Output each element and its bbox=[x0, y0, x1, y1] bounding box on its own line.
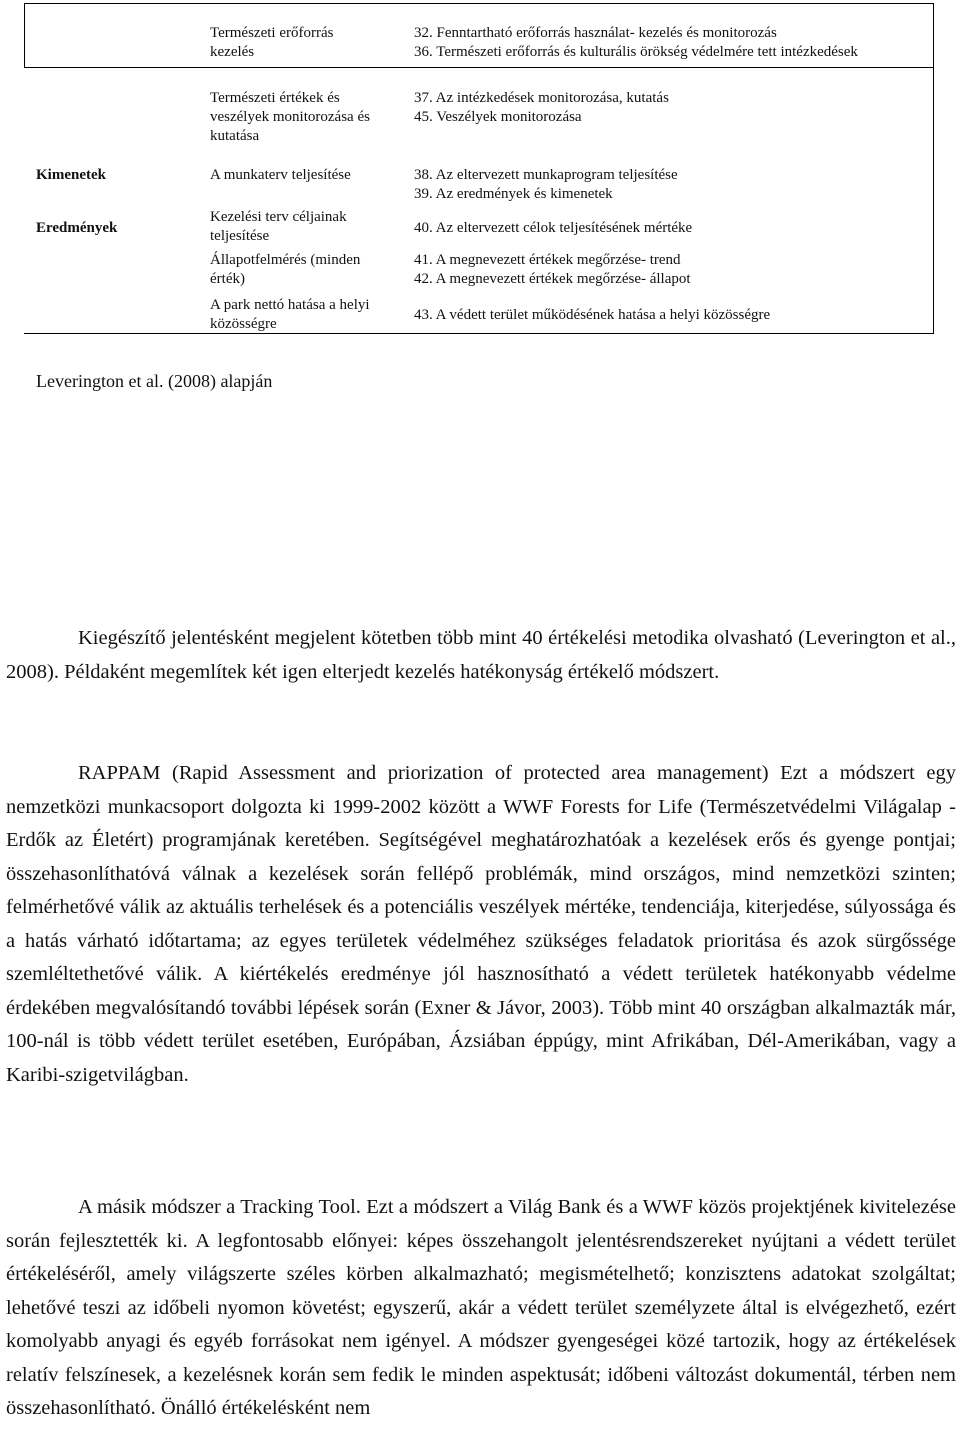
table-border-bottom bbox=[24, 333, 934, 334]
table-border-top bbox=[24, 3, 934, 4]
table-row-4-element: Állapotfelmérés (minden érték) bbox=[210, 252, 361, 287]
table-group-kimenetek: Kimenetek bbox=[36, 167, 106, 183]
paragraph-rappam: RAPPAM (Rapid Assessment and priorization of protected area management) Ezt a módszert egy nemzetközi munkacsoport dolgozta ki 1999-2002 között a WWF Forests for Life (Természetvédelmi Világalap - Erdők az Életért) programjának keretében. Segítségével meghatározhatóak a kezelések erős és gyenge pontjai; összehasonlíthatóvá válnak a kezelések során fellépő problémák, mind országos, mind nemzetközi szinten; felmérhetővé válik az aktuális terhelések és a potenciális veszélyek mértéke, tendenciája, kiterjedése, súlyossága és a hatás várható időtartama; az egyes területek védelméhez szükséges feladatok prioritása és azok sürgőssége szemléltethetővé válik. A kiértékelés eredménye jól hasznosítható a védett területek hatékonyabb védelme érdekében megvalósítandó további lépések során (Exner & Jávor, 2003). Több mint 40 országban alkalmazták már, 100-nál is több védett terület esetében, Európában, Ázsiában éppúgy, mint Afrikában, Dél-Amerikában, vagy a Karibi-szigetvilágban. bbox=[6, 762, 956, 1086]
table-row-0-indicators: 32. Fenntartható erőforrás használat- kezelés és monitorozás 36. Természeti erőforrás és kulturális örökség védelmére tett intézkedések bbox=[414, 25, 858, 60]
paragraph-tracking-tool: A másik módszer a Tracking Tool. Ezt a módszert a Világ Bank és a WWF közös projektjének kivitelezése során fejlesztették ki. A legfontosabb előnyei: képes összehangolt jelentésrendszereket nyújtani a védett terület értékeléséről, amely világszerte széles körben alkalmazható; megismételhető; konzisztens adatokat szolgáltat; lehetővé teszi az időbeli nyomon követést; egyszerű, akár a védett terület személyzete által is elvégezhető, ezért komolyabb anyagi és egyéb forrásokat nem igényel. A módszer gyengeségei közé tartozik, hogy az értékelések relatív felszínesek, a kezelésnek korán sem fedik le minden aspektusát; időbeni változást dokumentál, térben nem összehasonlítható. Önálló értékelésként nem bbox=[6, 1196, 956, 1419]
table-row-3-element: Kezelési terv céljainak teljesítése bbox=[210, 209, 347, 244]
table-border-right bbox=[933, 3, 934, 333]
table-row-1-element: Természeti értékek és veszélyek monitorozása és kutatása bbox=[210, 90, 370, 144]
table-row-5-element: A park nettó hatása a helyi közösségre bbox=[210, 297, 370, 332]
table-row-2-element: A munkaterv teljesítése bbox=[210, 167, 351, 183]
table-border-left bbox=[24, 3, 25, 67]
table-row-1-indicators: 37. Az intézkedések monitorozása, kutatás 45. Veszélyek monitorozása bbox=[414, 90, 669, 125]
table-row-2-indicators: 38. Az eltervezett munkaprogram teljesítése 39. Az eredmények és kimenetek bbox=[414, 167, 678, 202]
paragraph-intro: Kiegészítő jelentésként megjelent kötetben több mint 40 értékelési metodika olvasható (Leverington et al., 2008). Példaként megemlítek két igen elterjedt kezelés hatékonyság értékelő módszert. bbox=[6, 627, 956, 683]
table-row-5-indicators: 43. A védett terület működésének hatása a helyi közösségre bbox=[414, 307, 771, 323]
table-group-eredmenyek: Eredmények bbox=[36, 220, 118, 236]
indicator-table bbox=[24, 3, 934, 333]
table-row-divider bbox=[24, 67, 934, 68]
table-source-caption: Leverington et al. (2008) alapján bbox=[36, 371, 273, 391]
table-row-0-element: Természeti erőforrás kezelés bbox=[210, 25, 334, 60]
table-row-4-indicators: 41. A megnevezett értékek megőrzése- trend 42. A megnevezett értékek megőrzése- állapot bbox=[414, 252, 691, 287]
table-row-3-indicators: 40. Az eltervezett célok teljesítésének mértéke bbox=[414, 220, 693, 236]
